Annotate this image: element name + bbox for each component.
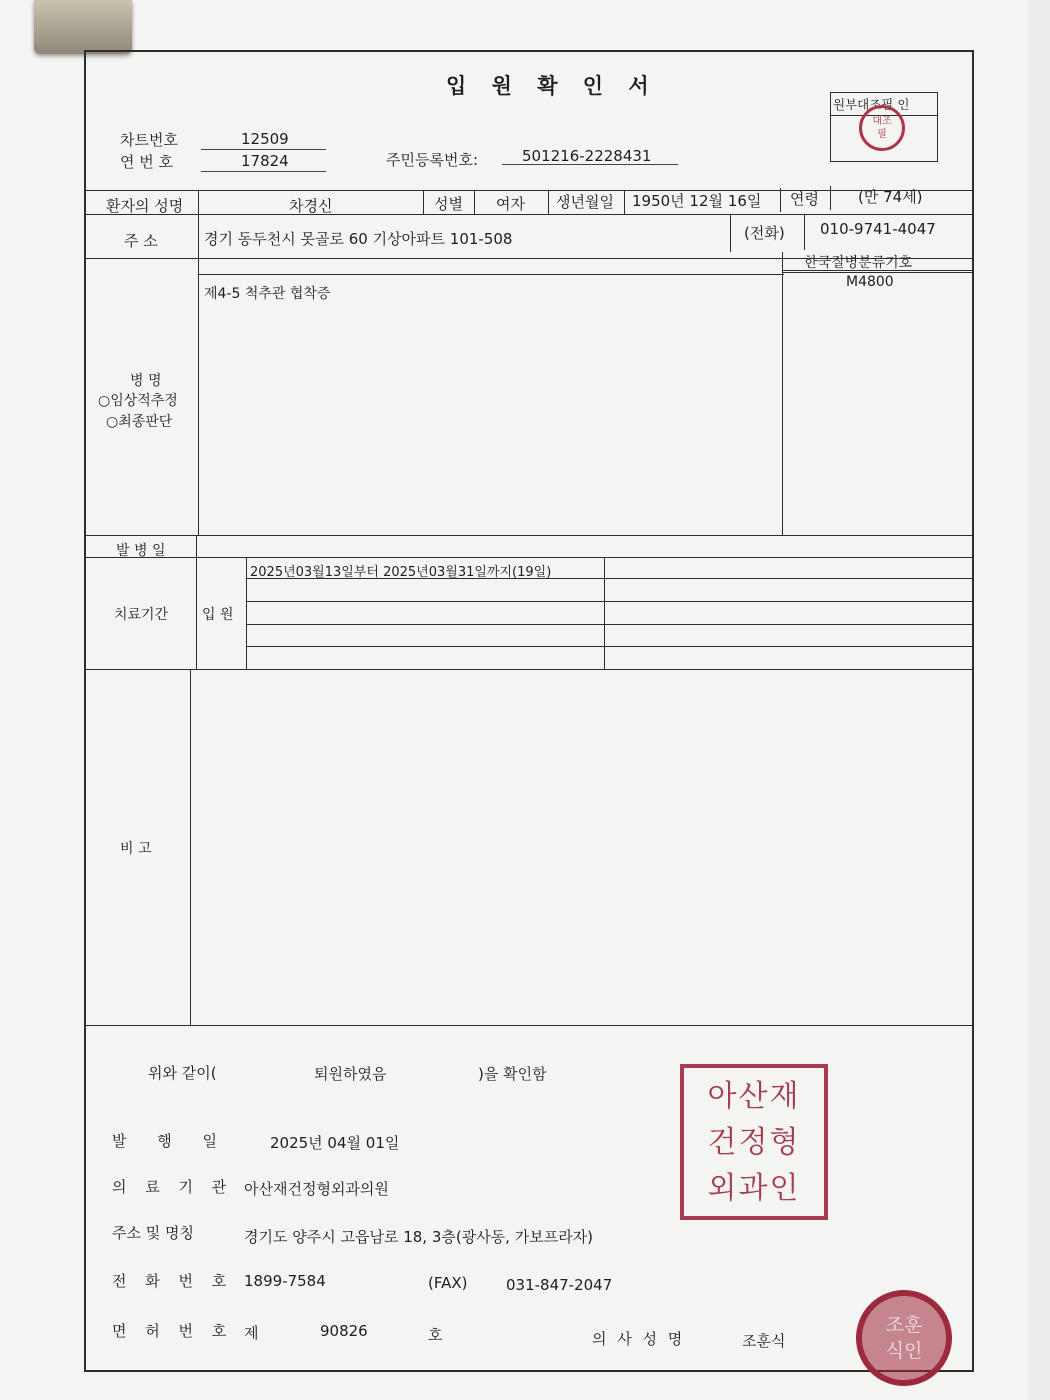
issue-date-value: 2025년 04월 01일	[270, 1134, 400, 1152]
inpatient-label: 입 원	[202, 607, 234, 623]
patient-name-label: 환자의 성명	[106, 197, 184, 215]
phone-value: 010-9741-4047	[820, 220, 936, 238]
fax-label: (FAX)	[428, 1274, 468, 1292]
dob-value: 1950년 12월 16일	[632, 192, 762, 210]
institution-name: 아산재건정형외과의원	[244, 1180, 389, 1198]
diagnosis-label: 병 명	[130, 373, 162, 389]
treatment-period-label: 치료기간	[114, 607, 169, 623]
original-stamp-label: 원부대조필 인	[833, 97, 910, 112]
confirm-suffix: )을 확인함	[478, 1065, 547, 1083]
diagnosis-name: 제4-5 척추관 협착증	[204, 286, 331, 302]
institution-label: 의 료 기 관	[112, 1178, 234, 1196]
treatment-period-value: 2025년03월13일부터 2025년03월31일까지(19일)	[250, 565, 552, 580]
institution-seal: 아산재 건정형 외과인	[680, 1064, 828, 1220]
license-suffix: 호	[428, 1326, 443, 1344]
address-label: 주 소	[124, 232, 158, 250]
serial-number-label: 연 번 호	[120, 153, 174, 171]
patient-name: 차경신	[289, 197, 333, 215]
paper-clip	[34, 0, 132, 54]
resident-number-label: 주민등록번호:	[386, 151, 478, 169]
original-check-seal: 대조 필	[859, 105, 905, 151]
fax-value: 031-847-2047	[506, 1276, 613, 1294]
sex-label: 성별	[434, 195, 463, 213]
confirm-prefix: 위와 같이(	[148, 1064, 217, 1082]
document-title: 입 원 확 인 서	[446, 74, 658, 98]
admission-certificate-form	[84, 50, 974, 1372]
kcd-value: M4800	[846, 274, 894, 290]
license-number: 90826	[320, 1322, 368, 1340]
final-judgment-option: ○최종판단	[106, 414, 173, 430]
remarks-label: 비 고	[120, 841, 152, 857]
age-value: (만 74세)	[858, 188, 923, 206]
sex-value: 여자	[496, 195, 525, 213]
doctor-name: 조훈식	[742, 1332, 786, 1350]
institution-address-label: 주소 및 명칭	[112, 1224, 194, 1242]
confirm-status: 퇴원하였음	[314, 1065, 387, 1083]
institution-address: 경기도 양주시 고읍남로 18, 3층(광사동, 가보프라자)	[244, 1228, 594, 1246]
kcd-label: 한국질병분류기호	[804, 255, 913, 271]
onset-date-label: 발 병 일	[116, 543, 166, 559]
clinical-estimate-option: ○임상적추정	[98, 393, 178, 409]
chart-number-value: 12509	[241, 130, 289, 148]
institution-phone-label: 전 화 번 호	[112, 1272, 234, 1290]
age-label: 연령	[790, 190, 819, 208]
original-stamp-box	[830, 92, 938, 162]
dob-label: 생년월일	[556, 193, 614, 211]
phone-label: (전화)	[744, 224, 785, 242]
serial-number-value: 17824	[241, 152, 289, 170]
institution-phone: 1899-7584	[244, 1272, 326, 1290]
chart-number-label: 차트번호	[120, 131, 178, 149]
address-value: 경기 동두천시 못골로 60 기상아파트 101-508	[204, 230, 513, 248]
license-prefix: 제	[244, 1324, 259, 1342]
issue-date-label: 발 행 일	[112, 1132, 231, 1150]
resident-number-value: 501216-2228431	[522, 147, 652, 165]
license-label: 면 허 번 호	[112, 1322, 234, 1340]
doctor-seal: 조훈 식인	[856, 1290, 952, 1386]
doctor-name-label: 의 사 성 명	[592, 1330, 686, 1348]
